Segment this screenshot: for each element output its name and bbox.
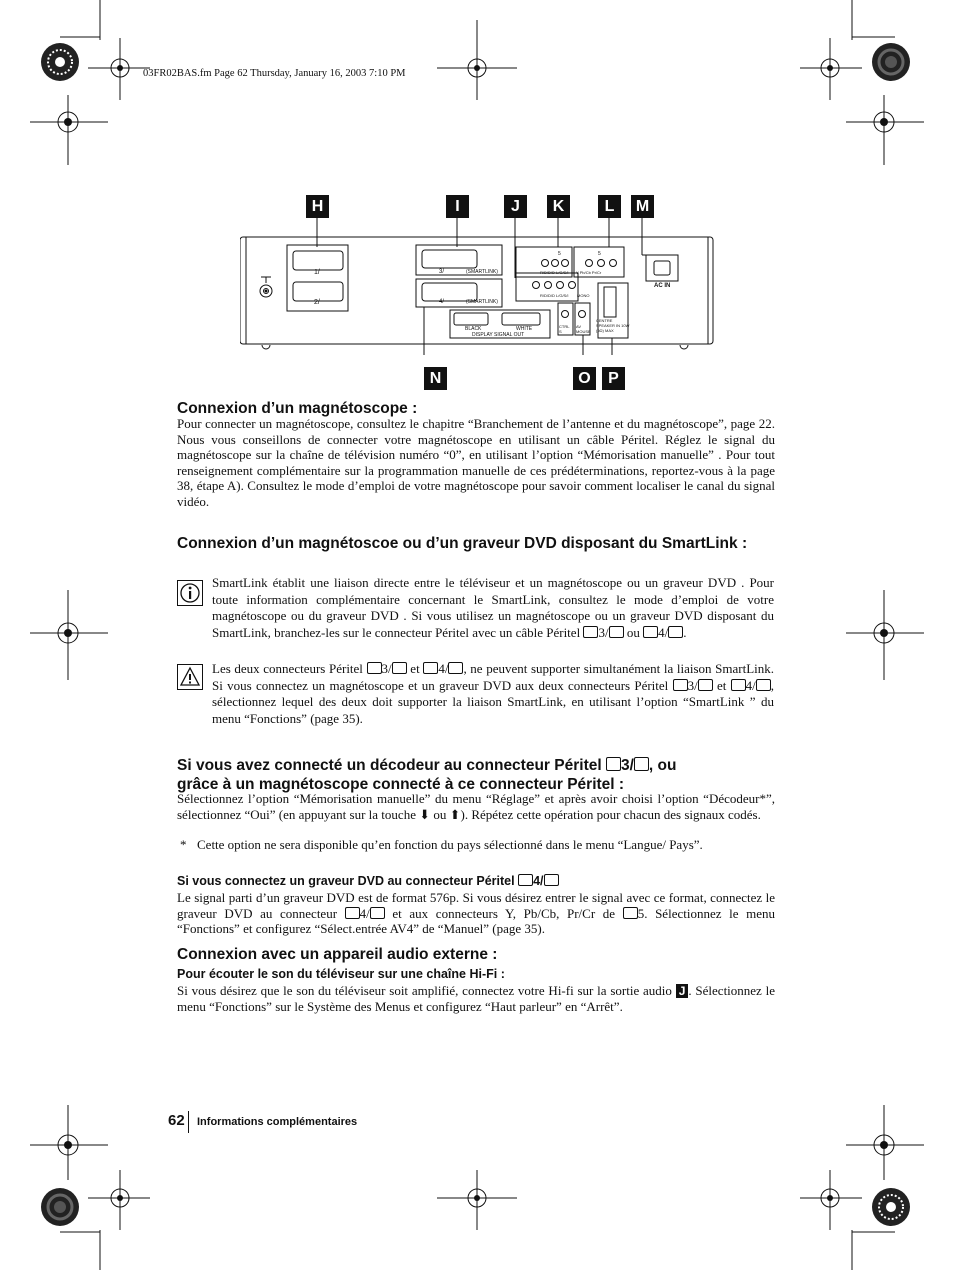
section-dvd-body: Le signal parti d’un graveur DVD est de format 576p. Si vous désirez entrer le signal avec ce format, connectez le graveur DVD au connecteur 4/ et aux connecteurs Y, Pb/Cb, Pr/Cr de 5. Sélectionnez le menu “Fonctions” et configurez “Sélect.entrée AV4” de “Manuel” (page 35). bbox=[177, 890, 776, 936]
callout-p: P bbox=[602, 367, 625, 390]
av-mouse-label: AV MOUSE bbox=[576, 324, 591, 334]
scart3-label: 3/ bbox=[439, 269, 445, 275]
centre-label: CENTRE SPEAKER IN 10W (6Ω) MAX bbox=[596, 318, 630, 333]
av5-label: 5 bbox=[558, 251, 561, 257]
section-vcr-body: Pour connecter un magnétoscope, consultez le chapitre “Branchement de l’antenne et du magnétoscope”, page 22. Nous vous conseillons de connecter votre magnétoscope en utilisant un câble Péritel. Réglez le signal du magnétoscope sur la chaîne de télévision numéro “0”, en utilisant l’option “Mémorisation manuelle” . Pour tout renseignement complémentaire sur la programmation manuelle de ces prédéterminations, reportez-vous à la page 38, étape A). Consultez le mode d’emploi de votre magnétoscope pour savoir comment localiser le canal du signal vidéo. bbox=[177, 416, 775, 509]
callout-j-inline: J bbox=[676, 984, 689, 998]
callout-h: H bbox=[306, 195, 329, 218]
ac-in-label: AC IN bbox=[654, 283, 671, 289]
decoder-footnote: Cette option ne sera disponible qu’en fonction du pays sélectionné dans le menu “Langue/ Pays”. bbox=[197, 837, 703, 852]
section-audio-subtitle: Pour écouter le son du téléviseur sur une chaîne Hi-Fi : bbox=[177, 967, 505, 981]
mono-label: MONO bbox=[577, 293, 590, 298]
rd-lg-label: R/D/D/D L/G/S/I bbox=[540, 270, 569, 275]
scart2-label: 2/ bbox=[314, 299, 320, 306]
arrow-up-icon: ⬆ bbox=[449, 806, 461, 822]
file-header: 03FR02BAS.fm Page 62 Thursday, January 16, 2003 7:10 PM bbox=[143, 68, 406, 79]
section-decoder-body: Sélectionnez l’option “Mémorisation manuelle” du menu “Réglage” et après avoir choisi l’option “Décodeur*”, sélectionnez “Oui” (en appuyant sur la touche ⬇ ou ⬆). Répétez cette opération pour chacun des signaux codés. bbox=[177, 791, 775, 822]
arrow-down-icon: ⬇ bbox=[419, 806, 431, 822]
display-out-label: DISPLAY SIGNAL OUT bbox=[472, 332, 525, 338]
section-audio-body: Si vous désirez que le son du téléviseur soit amplifié, connectez votre Hi-fi sur la sortie audio J . Sélectionnez le menu “Fonctions” sur le Système des Menus et configurez “Haut parleur” en “Arrêt”. bbox=[177, 983, 775, 1014]
scart4-label: 4/ bbox=[439, 299, 445, 305]
footer-label: Informations complémentaires bbox=[197, 1116, 358, 1128]
page-number: 62 bbox=[168, 1112, 185, 1129]
footnote-star: * bbox=[180, 837, 187, 852]
white-label: WHITE bbox=[516, 326, 533, 332]
connector-diagram bbox=[240, 195, 715, 387]
smartlink-note: SmartLink établit une liaison directe entre le téléviseur et un magnétoscope ou un graveur DVD . Pour toute information complémentaire concernant le SmartLink, consultez le mode d’emploi de votre magnétoscope ou du graveur DVD . Si vous utilisez un magnétoscope ou un graveur DVD disposant du SmartLink, branchez-les sur le connecteur Péritel avec un câble Péritel 3/ ou 4/ . bbox=[212, 575, 774, 640]
callout-j: J bbox=[504, 195, 527, 218]
info-icon bbox=[177, 580, 203, 606]
smartlink-warning: Les deux connecteurs Péritel 3/ et 4/ , ne peuvent supporter simultanément la liaison SmartLink. Si vous connectez un magnétoscope et un graveur DVD aux deux connecteurs Péritel 3/ et 4/ , sélectionnez lequel des deux doit supporter la liaison SmartLink, en utilisant l’option “SmartLink ” du menu “Fonctions” (page 35). bbox=[212, 661, 775, 726]
callout-l: L bbox=[598, 195, 621, 218]
smartlink2-label: (SMARTLINK) bbox=[466, 299, 498, 305]
ctrl-label: CTRL S bbox=[559, 324, 570, 334]
callout-k: K bbox=[547, 195, 570, 218]
section-smartlink-title: Connexion d’un magnétoscoe ou d’un graveur DVD disposant du SmartLink : bbox=[177, 535, 748, 552]
smartlink1-label: (SMARTLINK) bbox=[466, 269, 498, 275]
callout-i: I bbox=[446, 195, 469, 218]
section-dvd-title: Si vous connectez un graveur DVD au connecteur Péritel 4/ bbox=[177, 873, 777, 889]
black-label: BLACK bbox=[465, 326, 482, 332]
callout-n: N bbox=[424, 367, 447, 390]
section-vcr-title: Connexion d’un magnétoscope : bbox=[177, 400, 418, 417]
section-decoder-title: Si vous avez connecté un décodeur au connecteur Péritel 3/ , ou grâce à un magnétoscope connecté à ce connecteur Péritel : bbox=[177, 757, 677, 793]
callout-m: M bbox=[631, 195, 654, 218]
ypbpr-label: Y Pb/Cb Pr/Cr bbox=[576, 270, 602, 275]
section-audio-title: Connexion avec un appareil audio externe : bbox=[177, 946, 498, 963]
footer-separator bbox=[188, 1111, 189, 1133]
warning-icon bbox=[177, 664, 203, 690]
scart1-label: 1/ bbox=[314, 269, 320, 276]
callout-o: O bbox=[573, 367, 596, 390]
av5b-label: 5 bbox=[598, 251, 601, 257]
rd-lg2-label: R/D/D/D L/G/S/I bbox=[540, 293, 569, 298]
